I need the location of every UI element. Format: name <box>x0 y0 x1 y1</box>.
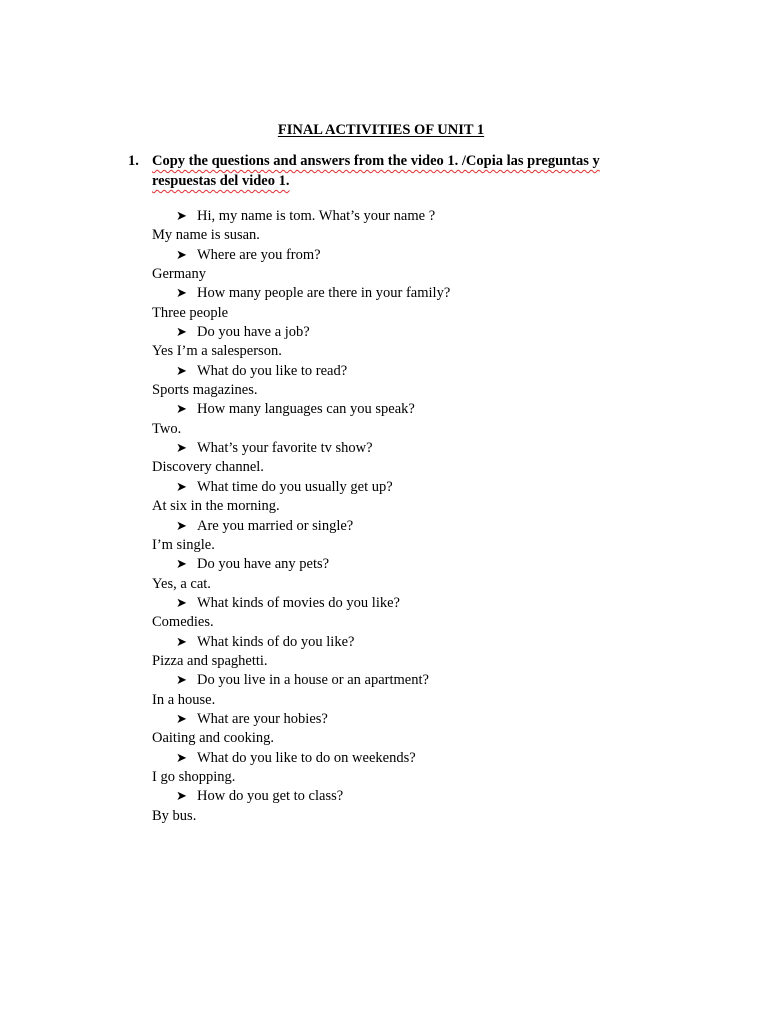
question-answer-list <box>152 207 672 826</box>
arrow-bullet-icon: ➤ <box>176 673 187 689</box>
question-text: What are your hobies? <box>197 710 328 727</box>
question-text: Hi, my name is tom. What’s your name ? <box>197 208 436 224</box>
arrow-bullet-icon: ➤ <box>176 325 187 341</box>
question-text: What’s your favorite tv show? <box>197 440 373 457</box>
question-text: Do you have any pets? <box>197 556 330 573</box>
question-text: What do you like to do on weekends? <box>197 749 416 766</box>
answer-line: Sports magazines. <box>152 382 258 399</box>
instruction-number: 1. <box>128 153 139 169</box>
instruction-text <box>152 151 628 191</box>
arrow-bullet-icon: ➤ <box>176 557 187 573</box>
question-line <box>152 362 672 381</box>
answer-line: Germany <box>152 266 206 283</box>
arrow-bullet-icon: ➤ <box>176 363 187 379</box>
question-line <box>152 400 672 419</box>
arrow-bullet-icon: ➤ <box>176 711 187 727</box>
question-line <box>152 207 672 226</box>
instruction-line-2: respuestas del video 1. <box>152 173 290 189</box>
answer-line: Yes I’m a salesperson. <box>152 343 282 360</box>
question-line <box>152 555 672 574</box>
question-line <box>152 517 672 536</box>
arrow-bullet-icon: ➤ <box>176 441 187 457</box>
question-text: Where are you from? <box>197 246 321 263</box>
arrow-bullet-icon: ➤ <box>176 518 187 534</box>
question-text: Do you have a job? <box>197 324 310 341</box>
question-text: What kinds of do you like? <box>197 633 355 650</box>
arrow-bullet-icon: ➤ <box>176 789 187 805</box>
question-line <box>152 787 672 806</box>
question-text: How many people are there in your family? <box>197 285 451 302</box>
answer-line: I go shopping. <box>152 768 236 785</box>
arrow-bullet-icon: ➤ <box>176 750 187 766</box>
question-line <box>152 323 672 342</box>
answer-line: By bus. <box>152 807 197 824</box>
question-line <box>152 749 672 768</box>
question-line <box>152 710 672 729</box>
question-text: What kinds of movies do you like? <box>197 594 400 611</box>
question-text: What time do you usually get up? <box>197 478 393 495</box>
question-line <box>152 284 672 303</box>
page-title: FINAL ACTIVITIES OF UNIT 1 <box>277 122 485 138</box>
answer-line: In a house. <box>152 691 216 708</box>
answer-line: My name is susan. <box>152 227 260 244</box>
answer-line: Comedies. <box>152 614 214 631</box>
question-text: How many languages can you speak? <box>197 401 415 418</box>
arrow-bullet-icon: ➤ <box>176 595 187 611</box>
arrow-bullet-icon: ➤ <box>176 402 187 418</box>
answer-line: Two. <box>152 420 182 437</box>
question-line <box>152 478 672 497</box>
question-line <box>152 439 672 458</box>
arrow-bullet-icon: ➤ <box>176 209 187 224</box>
arrow-bullet-icon: ➤ <box>176 247 187 263</box>
answer-line: Three people <box>152 304 229 321</box>
question-line <box>152 633 672 652</box>
answer-line: Yes, a cat. <box>152 575 211 592</box>
question-text: Do you live in a house or an apartment? <box>197 672 429 689</box>
question-text: Are you married or single? <box>197 517 354 534</box>
question-line <box>152 671 672 690</box>
answer-line: At six in the morning. <box>152 498 280 515</box>
arrow-bullet-icon: ➤ <box>176 286 187 302</box>
question-line <box>152 594 672 613</box>
answer-line: Pizza and spaghetti. <box>152 652 268 669</box>
instruction-line-1: Copy the questions and answers from the video 1. /Copia las preguntas y <box>152 153 600 169</box>
question-text: What do you like to read? <box>197 362 348 379</box>
question-text: How do you get to class? <box>197 788 344 805</box>
instruction-item <box>128 151 628 191</box>
answer-line: Oaiting and cooking. <box>152 730 275 747</box>
answer-line: Discovery channel. <box>152 459 264 476</box>
arrow-bullet-icon: ➤ <box>176 479 187 495</box>
question-line <box>152 246 672 265</box>
arrow-bullet-icon: ➤ <box>176 634 187 650</box>
answer-line: I’m single. <box>152 536 215 553</box>
